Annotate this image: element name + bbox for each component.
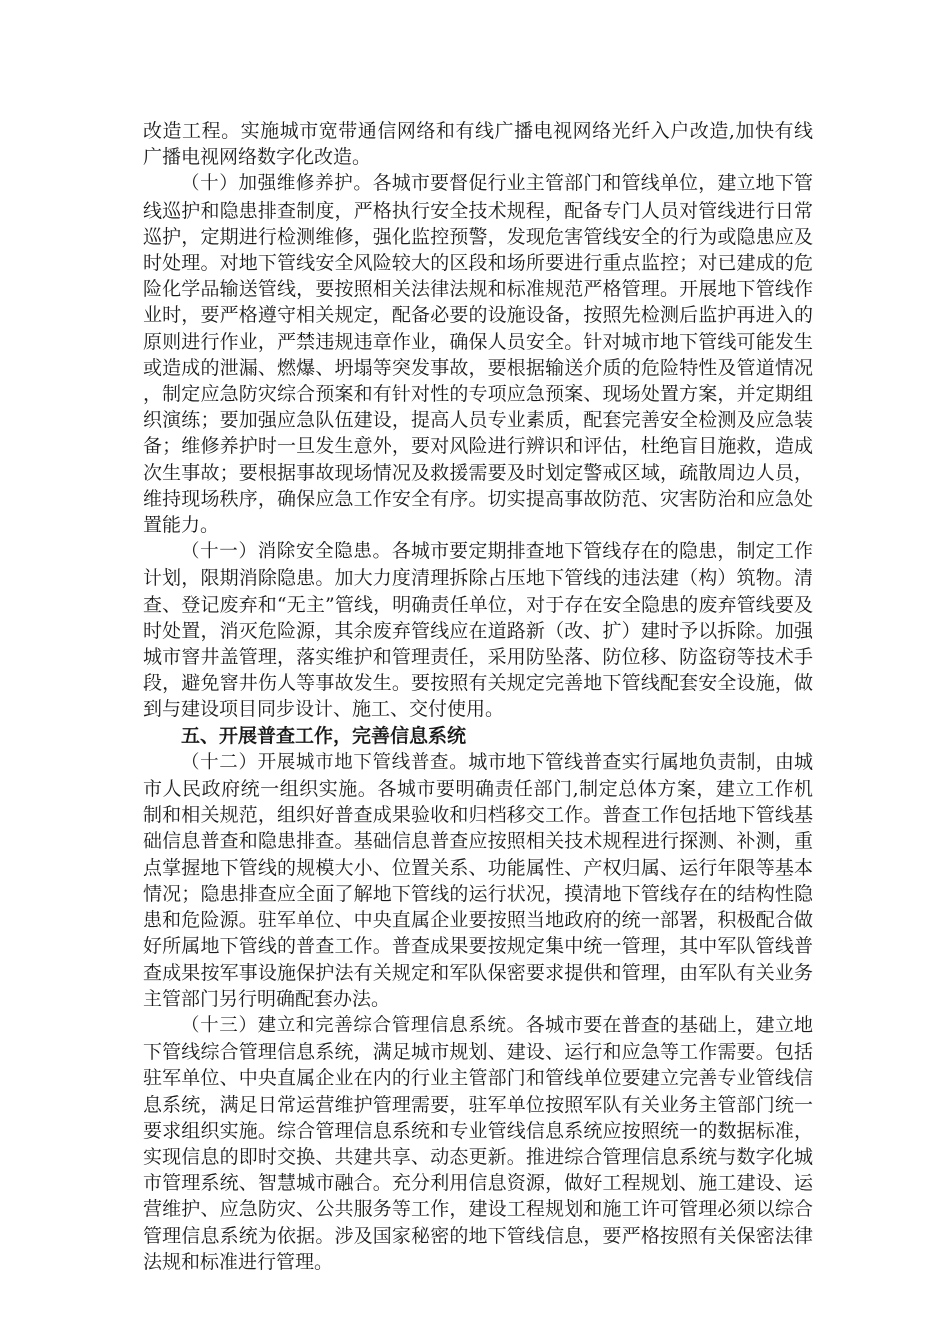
paragraph-body: 各城市要定期排查地下管线存在的隐患，制定工作计划，限期消除隐患。加大力度清理拆除占压地下管线的违法建（构）筑物。清查、登记废弃和“无主”管线，明确责任单位，对于存在安全隐患的废弃管线要及时处置，消灭危险源，其余废弃管线应在道路新（改、扩）建时予以拆除。加强城市窨井盖管理，落实维护和管理责任，采用防坠落、防位移、防盗窃等技术手段，避免窨井伤人等事故发生。要按照有关规定完善地下管线配套安全设施，做到与建设项目同步设计、施工、交付使用。 [143, 540, 813, 721]
paragraph-lead: （十二）开展城市地下管线普查。 [181, 751, 469, 773]
paragraph-lead: （十）加强维修养护。 [181, 173, 373, 195]
paragraph-section-12 [143, 749, 813, 1012]
paragraph-section-13 [143, 1012, 813, 1275]
paragraph-body: 改造工程。实施城市宽带通信网络和有线广播电视网络光纤入户改造,加快有线广播电视网络数字化改造。 [143, 120, 813, 169]
document-page [143, 118, 813, 1275]
paragraph-body: 各城市要督促行业主管部门和管线单位，建立地下管线巡护和隐患排查制度，严格执行安全技术规程，配备专门人员对管线进行日常巡护，定期进行检测维修，强化监控预警，发现危害管线安全的行为或隐患应及时处理。对地下管线安全风险较大的区段和场所要进行重点监控；对已建成的危险化学品输送管线，要按照相关法律法规和标准规范严格管理。开展地下管线作业时，要严格遵守相关规定，配备必要的设施设备，按照先检测后监护再进入的原则进行作业，严禁违规违章作业，确保人员安全。针对城市地下管线可能发生或造成的泄漏、燃爆、坍塌等突发事故，要根据输送介质的危险特性及管道情况，制定应急防灾综合预案和有针对性的专项应急预案、现场处置方案，并定期组织演练；要加强应急队伍建设，提高人员专业素质，配套完善安全检测及应急装备；维修养护时一旦发生意外，要对风险进行辨识和评估，杜绝盲目施救，造成次生事故；要根据事故现场情况及救援需要及时划定警戒区域，疏散周边人员，维持现场秩序，确保应急工作安全有序。切实提高事故防范、灾害防治和应急处置能力。 [143, 172, 813, 537]
paragraph-lead: （十一）消除安全隐患。 [181, 541, 392, 563]
paragraph-section-11 [143, 538, 813, 722]
paragraph-continuation [143, 118, 813, 170]
section-heading-5: 五、开展普查工作，完善信息系统 [181, 724, 467, 747]
paragraph-section-10 [143, 170, 813, 538]
paragraph-body: 城市地下管线普查实行属地负责制，由城市人民政府统一组织实施。各城市要明确责任部门,制定总体方案，建立工作机制和相关规范，组织好普查成果验收和归档移交工作。普查工作包括地下管线基础信息普查和隐患排查。基础信息普查应按照相关技术规程进行探测、补测，重点掌握地下管线的规模大小、位置关系、功能属性、产权归属、运行年限等基本情况；隐患排查应全面了解地下管线的运行状况，摸清地下管线存在的结构性隐患和危险源。驻军单位、中央直属企业要按照当地政府的统一部署，积极配合做好所属地下管线的普查工作。普查成果要按规定集中统一管理，其中军队管线普查成果按军事设施保护法有关规定和军队保密要求提供和管理，由军队有关业务主管部门另行明确配套办法。 [143, 750, 813, 1010]
paragraph-lead: （十三）建立和完善综合管理信息系统。 [181, 1014, 526, 1036]
paragraph-body: 各城市要在普查的基础上，建立地下管线综合管理信息系统，满足城市规划、建设、运行和应急等工作需要。包括驻军单位、中央直属企业在内的行业主管部门和管线单位要建立完善专业管线信息系统，满足日常运营维护管理需要，驻军单位按照军队有关业务主管部门统一要求组织实施。综合管理信息系统和专业管线信息系统应按照统一的数据标准，实现信息的即时交换、共建共享、动态更新。推进综合管理信息系统与数字化城市管理系统、智慧城市融合。充分利用信息资源，做好工程规划、施工建设、运营维护、应急防灾、公共服务等工作，建设工程规划和施工许可管理必须以综合管理信息系统为依据。涉及国家秘密的地下管线信息，要严格按照有关保密法律法规和标准进行管理。 [143, 1013, 813, 1273]
